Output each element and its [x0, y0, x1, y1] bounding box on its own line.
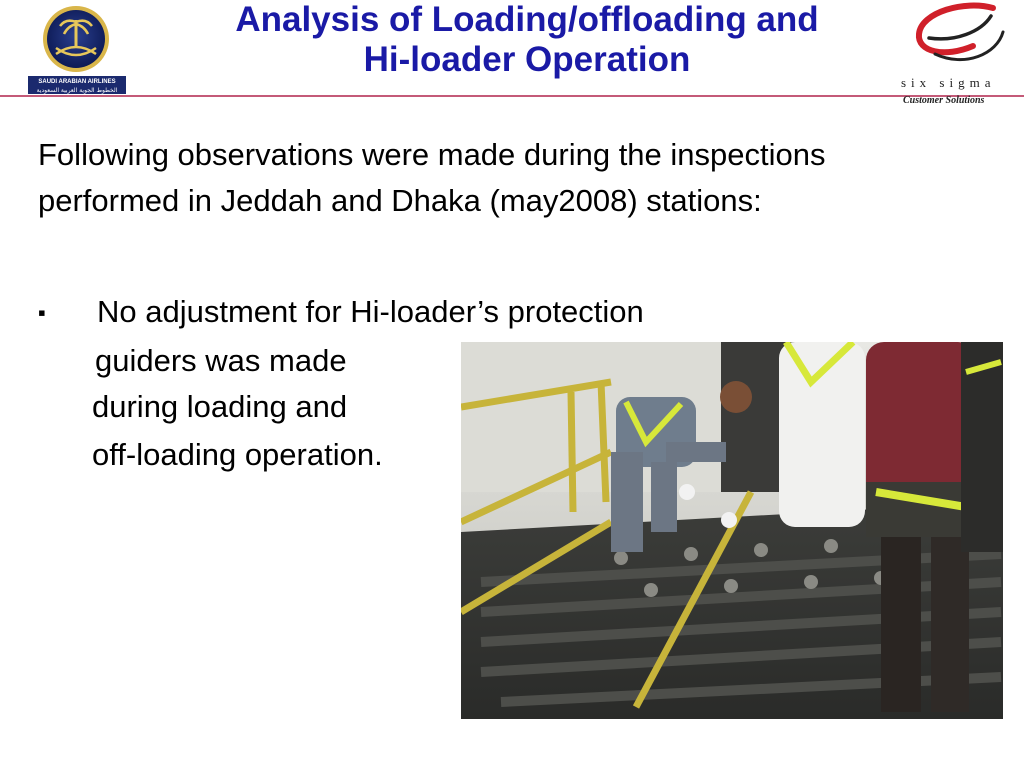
- hi-loader-photo: [461, 342, 1003, 719]
- bullet-marker: ▪: [38, 300, 46, 325]
- six-sigma-logo: [895, 2, 1020, 112]
- airline-name-ar: الخطوط الجوية العربية السعودية: [36, 87, 118, 94]
- airline-name-en: SAUDI ARABIAN AIRLINES: [38, 79, 116, 85]
- title-line-1: Analysis of Loading/offloading and: [235, 0, 819, 39]
- bullet-line-4: off-loading operation.: [92, 437, 383, 472]
- saudi-arabian-airlines-emblem-icon: [28, 4, 126, 96]
- intro-paragraph: Following observations were made during the inspections performed in Jeddah and Dhaka (may2008) stations:: [38, 137, 826, 218]
- page-title: [132, 0, 922, 80]
- six-sigma-swoosh-icon: [895, 2, 1020, 74]
- bullet-line-3: during loading and: [92, 389, 348, 424]
- saudi-arabian-airlines-logo: [28, 4, 126, 96]
- six-sigma-name: six sigma: [901, 75, 996, 90]
- title-line-2: Hi-loader Operation: [363, 40, 691, 79]
- hi-loader-workers-photo: [461, 342, 1003, 719]
- header-divider: [0, 95, 1024, 97]
- bullet-line-2: guiders was made: [95, 343, 347, 378]
- bullet-line-1: No adjustment for Hi-loader’s protection: [97, 294, 644, 329]
- six-sigma-tagline: Customer Solutions: [903, 95, 985, 106]
